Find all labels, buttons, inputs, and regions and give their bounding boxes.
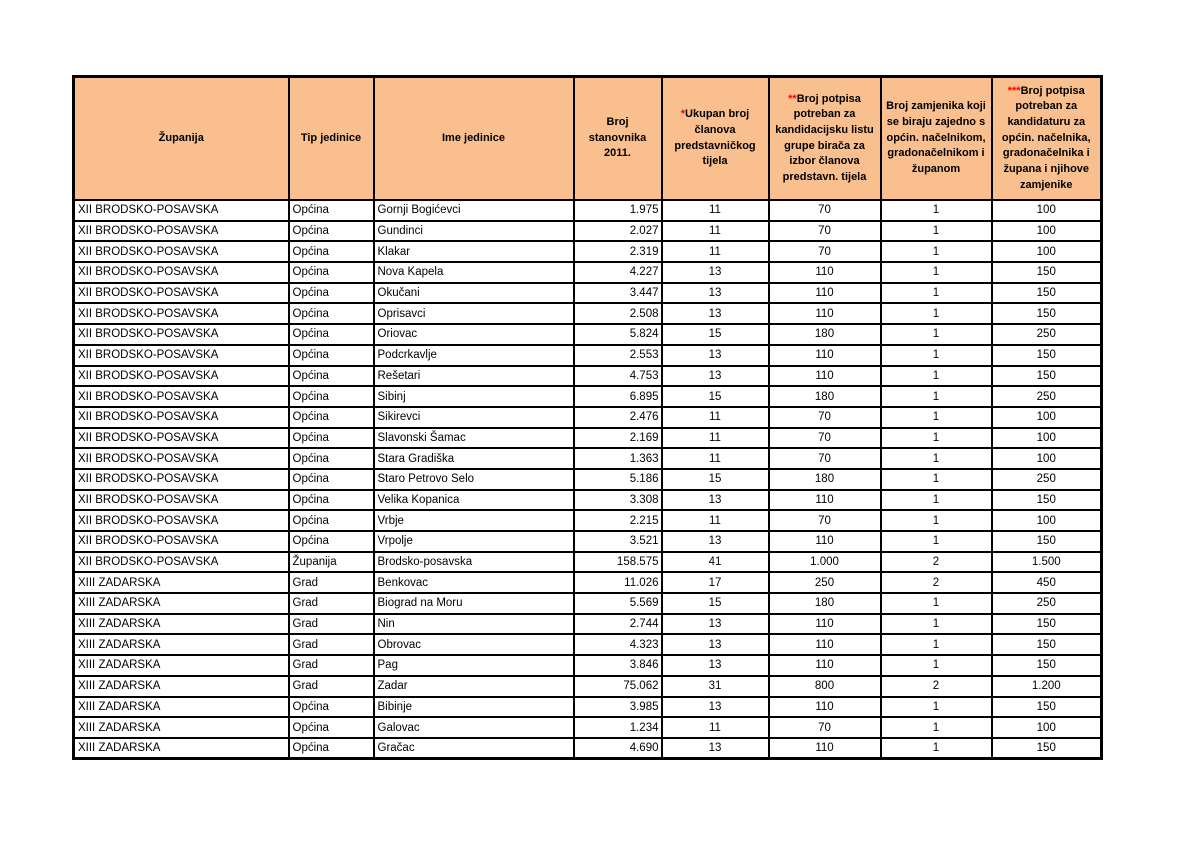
table-cell: Velika Kopanica [374, 490, 574, 511]
table-cell: Gundinci [374, 221, 574, 242]
table-body [74, 200, 1102, 759]
table-row [74, 738, 1102, 759]
table-cell: 13 [662, 490, 769, 511]
table-cell: 1 [881, 469, 992, 490]
table-cell: 11 [662, 717, 769, 738]
table-cell: XII BRODSKO-POSAVSKA [74, 469, 289, 490]
table-cell: 70 [769, 407, 881, 428]
table-cell: 15 [662, 593, 769, 614]
table-row [74, 717, 1102, 738]
table-cell: XIII ZADARSKA [74, 614, 289, 635]
table-row [74, 345, 1102, 366]
table-cell: Općina [289, 717, 374, 738]
table-cell: 11.026 [574, 572, 662, 593]
table-cell: Nova Kapela [374, 262, 574, 283]
table-cell: 4.323 [574, 634, 662, 655]
table-cell: 100 [992, 510, 1102, 531]
table-row [74, 510, 1102, 531]
table-cell: 4.753 [574, 366, 662, 387]
table-cell: XIII ZADARSKA [74, 738, 289, 759]
table-cell: 1 [881, 697, 992, 718]
table-cell: Oprisavci [374, 303, 574, 324]
table-cell: 2.319 [574, 241, 662, 262]
table-cell: 1.363 [574, 448, 662, 469]
table-cell: 1 [881, 283, 992, 304]
table-cell: Stara Gradiška [374, 448, 574, 469]
table-cell: 1 [881, 303, 992, 324]
table-cell: 70 [769, 717, 881, 738]
table-cell: 6.895 [574, 386, 662, 407]
table-cell: 3.846 [574, 655, 662, 676]
table-cell: 2 [881, 552, 992, 573]
table-cell: XII BRODSKO-POSAVSKA [74, 283, 289, 304]
table-row [74, 697, 1102, 718]
table-cell: Općina [289, 469, 374, 490]
table-row [74, 221, 1102, 242]
table-cell: Obrovac [374, 634, 574, 655]
table-cell: 180 [769, 324, 881, 345]
table-cell: 1 [881, 634, 992, 655]
table-cell: 250 [992, 469, 1102, 490]
table-cell: 3.308 [574, 490, 662, 511]
table-row [74, 407, 1102, 428]
table-row [74, 262, 1102, 283]
table-cell: Općina [289, 738, 374, 759]
table-cell: Okučani [374, 283, 574, 304]
table-cell: 3.521 [574, 531, 662, 552]
table-cell: 70 [769, 200, 881, 221]
table-cell: XII BRODSKO-POSAVSKA [74, 262, 289, 283]
table-row [74, 634, 1102, 655]
table-cell: 150 [992, 655, 1102, 676]
table-cell: Zadar [374, 676, 574, 697]
table-cell: 11 [662, 200, 769, 221]
table-cell: Općina [289, 490, 374, 511]
table-header [74, 77, 1102, 201]
election-signatures-table [72, 75, 1103, 760]
table-cell: 150 [992, 303, 1102, 324]
table-row [74, 386, 1102, 407]
table-cell: 1.000 [769, 552, 881, 573]
asterisk-marker: ** [788, 92, 797, 105]
table-cell: 4.227 [574, 262, 662, 283]
table-row [74, 614, 1102, 635]
table-cell: Nin [374, 614, 574, 635]
table-cell: XII BRODSKO-POSAVSKA [74, 324, 289, 345]
column-header-5 [662, 77, 769, 201]
table-cell: 15 [662, 324, 769, 345]
table-cell: 13 [662, 366, 769, 387]
table-row [74, 490, 1102, 511]
table-cell: 110 [769, 531, 881, 552]
table-cell: 800 [769, 676, 881, 697]
table-cell: 1 [881, 324, 992, 345]
table-cell: 1 [881, 510, 992, 531]
table-cell: Grad [289, 593, 374, 614]
table-cell: 13 [662, 303, 769, 324]
table-cell: Općina [289, 428, 374, 449]
table-cell: 11 [662, 221, 769, 242]
table-cell: 150 [992, 283, 1102, 304]
table-cell: Općina [289, 407, 374, 428]
table-cell: 1 [881, 345, 992, 366]
table-cell: 5.186 [574, 469, 662, 490]
table-cell: 1 [881, 717, 992, 738]
table-cell: Pag [374, 655, 574, 676]
table-cell: 1 [881, 448, 992, 469]
table-row [74, 366, 1102, 387]
table-cell: Grad [289, 676, 374, 697]
table-cell: 1.234 [574, 717, 662, 738]
table-cell: Općina [289, 221, 374, 242]
table-cell: 2 [881, 572, 992, 593]
table-row [74, 469, 1102, 490]
table-cell: XII BRODSKO-POSAVSKA [74, 241, 289, 262]
table-cell: 1 [881, 386, 992, 407]
table-cell: 150 [992, 531, 1102, 552]
asterisk-marker: *** [1007, 84, 1021, 97]
table-cell: 4.690 [574, 738, 662, 759]
table-cell: Općina [289, 241, 374, 262]
table-row [74, 200, 1102, 221]
table-cell: 250 [769, 572, 881, 593]
table-cell: 13 [662, 655, 769, 676]
table-row [74, 283, 1102, 304]
table-cell: 2 [881, 676, 992, 697]
table-cell: 31 [662, 676, 769, 697]
table-cell: 2.169 [574, 428, 662, 449]
table-header-row [74, 77, 1102, 201]
table-cell: 1 [881, 262, 992, 283]
table-cell: 70 [769, 428, 881, 449]
table-cell: 1 [881, 655, 992, 676]
table-cell: Grad [289, 614, 374, 635]
table-cell: 150 [992, 614, 1102, 635]
table-cell: 1.975 [574, 200, 662, 221]
table-row [74, 324, 1102, 345]
table-row [74, 303, 1102, 324]
table-cell: 2.744 [574, 614, 662, 635]
column-header-3 [374, 77, 574, 201]
table-cell: Općina [289, 345, 374, 366]
table-cell: XII BRODSKO-POSAVSKA [74, 366, 289, 387]
table-cell: 110 [769, 738, 881, 759]
table-cell: XIII ZADARSKA [74, 697, 289, 718]
table-cell: 15 [662, 386, 769, 407]
table-cell: 150 [992, 262, 1102, 283]
table-row [74, 572, 1102, 593]
table-cell: 11 [662, 241, 769, 262]
table-cell: XII BRODSKO-POSAVSKA [74, 386, 289, 407]
table-cell: 1 [881, 221, 992, 242]
table-cell: 2.476 [574, 407, 662, 428]
table-cell: XII BRODSKO-POSAVSKA [74, 221, 289, 242]
table-cell: 100 [992, 428, 1102, 449]
table-cell: Općina [289, 283, 374, 304]
table-cell: Benkovac [374, 572, 574, 593]
table-cell: 100 [992, 241, 1102, 262]
table-cell: Sikirevci [374, 407, 574, 428]
table-row [74, 428, 1102, 449]
table-row [74, 552, 1102, 573]
table-cell: 1.200 [992, 676, 1102, 697]
table-cell: 180 [769, 386, 881, 407]
table-cell: Bibinje [374, 697, 574, 718]
table-cell: 180 [769, 469, 881, 490]
table-cell: 70 [769, 448, 881, 469]
table-cell: 150 [992, 697, 1102, 718]
table-cell: 11 [662, 407, 769, 428]
table-cell: 70 [769, 241, 881, 262]
table-cell: 15 [662, 469, 769, 490]
table-cell: Grad [289, 572, 374, 593]
table-cell: Brodsko-posavska [374, 552, 574, 573]
table-cell: XII BRODSKO-POSAVSKA [74, 428, 289, 449]
table-cell: 110 [769, 283, 881, 304]
table-cell: 100 [992, 407, 1102, 428]
table-cell: 150 [992, 634, 1102, 655]
table-cell: 250 [992, 593, 1102, 614]
table-cell: 5.569 [574, 593, 662, 614]
table-cell: 3.985 [574, 697, 662, 718]
table-cell: 100 [992, 717, 1102, 738]
column-header-label: Broj stanovnika 2011. [588, 116, 647, 160]
table-cell: Klakar [374, 241, 574, 262]
table-cell: 110 [769, 490, 881, 511]
table-cell: Općina [289, 386, 374, 407]
table-cell: 11 [662, 428, 769, 449]
table-cell: 110 [769, 634, 881, 655]
table-cell: Općina [289, 510, 374, 531]
table-cell: Podcrkavlje [374, 345, 574, 366]
table-cell: 13 [662, 697, 769, 718]
table-cell: 13 [662, 262, 769, 283]
table-cell: 110 [769, 697, 881, 718]
table-cell: XII BRODSKO-POSAVSKA [74, 448, 289, 469]
table-cell: Galovac [374, 717, 574, 738]
table-cell: 1 [881, 407, 992, 428]
table-cell: 1 [881, 490, 992, 511]
table-cell: XIII ZADARSKA [74, 593, 289, 614]
table-cell: 1.500 [992, 552, 1102, 573]
asterisk-marker: * [680, 108, 686, 121]
table-cell: 1 [881, 614, 992, 635]
table-cell: 3.447 [574, 283, 662, 304]
table-cell: XII BRODSKO-POSAVSKA [74, 200, 289, 221]
table-cell: 5.824 [574, 324, 662, 345]
table-cell: XII BRODSKO-POSAVSKA [74, 552, 289, 573]
table-cell: 450 [992, 572, 1102, 593]
table-cell: 150 [992, 490, 1102, 511]
table-cell: Županija [289, 552, 374, 573]
table-cell: 100 [992, 448, 1102, 469]
column-header-label: Broj zamjenika koji se biraju zajedno s općin. načelnikom, gradonačelnikom i županom [886, 100, 986, 175]
table-cell: 110 [769, 345, 881, 366]
table-cell: Slavonski Šamac [374, 428, 574, 449]
table-cell: Općina [289, 697, 374, 718]
table-cell: 17 [662, 572, 769, 593]
table-cell: XIII ZADARSKA [74, 634, 289, 655]
table-cell: 250 [992, 386, 1102, 407]
table-cell: Općina [289, 303, 374, 324]
table-cell: 13 [662, 738, 769, 759]
table-cell: 100 [992, 221, 1102, 242]
table-cell: XII BRODSKO-POSAVSKA [74, 345, 289, 366]
table-cell: 11 [662, 448, 769, 469]
column-header-8 [992, 77, 1102, 201]
table-row [74, 531, 1102, 552]
table-cell: 1 [881, 593, 992, 614]
table-cell: Općina [289, 200, 374, 221]
table-cell: 11 [662, 510, 769, 531]
table-cell: 13 [662, 345, 769, 366]
table-cell: 41 [662, 552, 769, 573]
table-cell: 1 [881, 241, 992, 262]
table-cell: 70 [769, 510, 881, 531]
table-cell: Oriovac [374, 324, 574, 345]
table-cell: XII BRODSKO-POSAVSKA [74, 407, 289, 428]
column-header-label: Tip jedinice [300, 131, 362, 144]
table-cell: 110 [769, 655, 881, 676]
table-cell: XIII ZADARSKA [74, 717, 289, 738]
table-cell: Grad [289, 634, 374, 655]
table-cell: XII BRODSKO-POSAVSKA [74, 303, 289, 324]
table-row [74, 655, 1102, 676]
table-cell: XIII ZADARSKA [74, 655, 289, 676]
table-cell: 2.215 [574, 510, 662, 531]
table-cell: 1 [881, 531, 992, 552]
column-header-2 [289, 77, 374, 201]
table-cell: 150 [992, 366, 1102, 387]
table-cell: Općina [289, 324, 374, 345]
table-cell: XII BRODSKO-POSAVSKA [74, 510, 289, 531]
table-cell: Gračac [374, 738, 574, 759]
table-cell: 100 [992, 200, 1102, 221]
table-cell: 13 [662, 634, 769, 655]
table-cell: XIII ZADARSKA [74, 676, 289, 697]
table-cell: Općina [289, 262, 374, 283]
table-cell: 110 [769, 303, 881, 324]
table-cell: 2.508 [574, 303, 662, 324]
table-cell: Gornji Bogićevci [374, 200, 574, 221]
table-cell: 250 [992, 324, 1102, 345]
table-row [74, 593, 1102, 614]
table-cell: 110 [769, 262, 881, 283]
table-cell: 1 [881, 738, 992, 759]
column-header-label: Broj potpisa potreban za kandidacijsku listu grupe birača za izbor članova predstavn. tijela [775, 92, 874, 183]
table-cell: Vrpolje [374, 531, 574, 552]
table-cell: 13 [662, 531, 769, 552]
table-cell: Općina [289, 366, 374, 387]
table-cell: 150 [992, 738, 1102, 759]
column-header-label: Ime jedinice [442, 131, 505, 144]
table-cell: 2.027 [574, 221, 662, 242]
table-cell: Vrbje [374, 510, 574, 531]
table-cell: 150 [992, 345, 1102, 366]
table-cell: 110 [769, 366, 881, 387]
column-header-6 [769, 77, 881, 201]
column-header-1 [74, 77, 289, 201]
table-cell: 1 [881, 200, 992, 221]
table-cell: Sibinj [374, 386, 574, 407]
table-row [74, 676, 1102, 697]
table-row [74, 448, 1102, 469]
table-row [74, 241, 1102, 262]
column-header-4 [574, 77, 662, 201]
table-cell: Općina [289, 531, 374, 552]
table-cell: 70 [769, 221, 881, 242]
table-cell: 1 [881, 428, 992, 449]
table-cell: Staro Petrovo Selo [374, 469, 574, 490]
table-cell: 1 [881, 366, 992, 387]
column-header-7 [881, 77, 992, 201]
table-cell: Rešetari [374, 366, 574, 387]
table-cell: 75.062 [574, 676, 662, 697]
table-cell: 158.575 [574, 552, 662, 573]
table-cell: 13 [662, 614, 769, 635]
table-cell: XII BRODSKO-POSAVSKA [74, 531, 289, 552]
column-header-label: Ukupan broj članova predstavničkog tijela [674, 108, 756, 168]
column-header-label: Županija [158, 131, 204, 144]
table-cell: 2.553 [574, 345, 662, 366]
table-cell: 180 [769, 593, 881, 614]
table-cell: Općina [289, 448, 374, 469]
table-cell: 13 [662, 283, 769, 304]
table-cell: XII BRODSKO-POSAVSKA [74, 490, 289, 511]
table-cell: Grad [289, 655, 374, 676]
table-cell: XIII ZADARSKA [74, 572, 289, 593]
column-header-label: Broj potpisa potreban za kandidaturu za općin. načelnika, gradonačelnika i župana i njihove zamjenike [1001, 84, 1091, 191]
table-cell: 110 [769, 614, 881, 635]
table-cell: Biograd na Moru [374, 593, 574, 614]
